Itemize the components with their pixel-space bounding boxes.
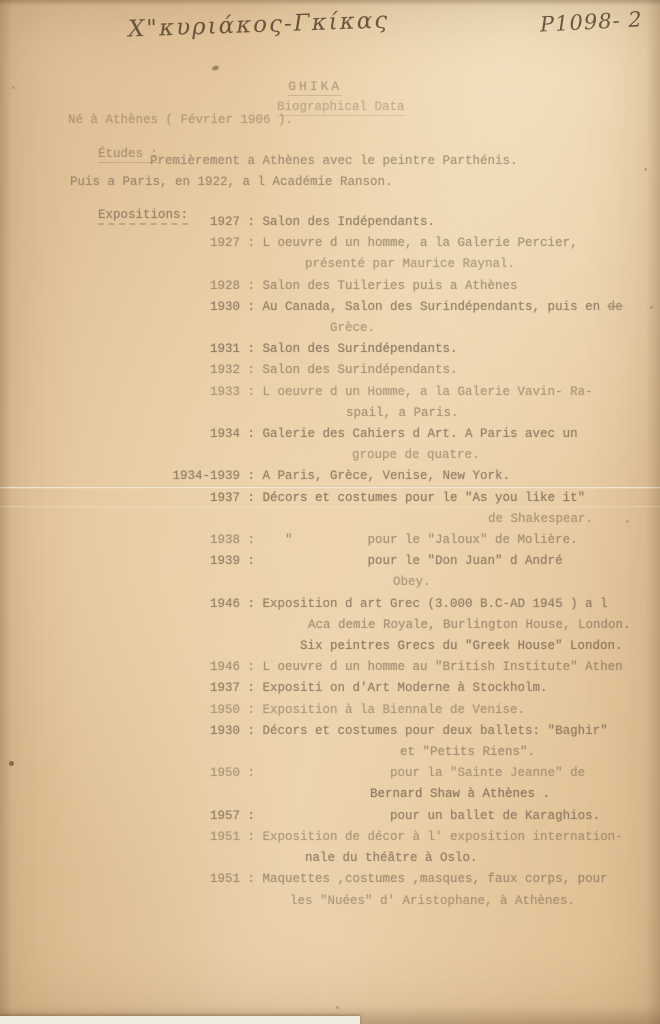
entry-text: Salon des Indépendants. <box>262 215 436 229</box>
entry-struck-text: de <box>607 299 623 314</box>
exhibition-entry <box>68 827 653 848</box>
entry-year: 1950 <box>209 766 240 781</box>
entry-colon: : <box>240 490 263 505</box>
entry-year: 1934-1939 <box>172 469 240 484</box>
entry-colon: : <box>240 702 263 717</box>
entry-year: 1951 <box>209 829 240 844</box>
entry-year: 1931 <box>209 342 240 357</box>
exhibition-entry <box>68 424 653 445</box>
exhibition-entry <box>68 360 653 381</box>
exhibition-entry <box>68 594 653 615</box>
entry-text: Expositi on d'Art Moderne à Stockholm. <box>262 681 548 696</box>
entry-colon: : <box>240 427 263 442</box>
entry-year: 1939 <box>209 554 240 569</box>
entry-colon: : <box>240 766 263 781</box>
document-title-text: GHIKA <box>288 79 343 94</box>
exhibition-entry <box>68 382 653 403</box>
entry-year: 1932 <box>209 363 240 378</box>
entry-year: 1930 <box>209 723 240 738</box>
entry-continuation-line: les "Nuées" d' Aristophane, à Athènes. <box>290 893 576 908</box>
entry-year: 1951 <box>209 872 240 887</box>
entry-continuation-line: spail, a Paris. <box>346 405 459 420</box>
entry-colon: : <box>240 363 263 378</box>
entry-year: 1938 <box>209 533 240 548</box>
entry-colon: : <box>240 215 263 229</box>
entry-year: 1927 <box>209 236 240 251</box>
entry-continuation-line: Six peintres Grecs du "Greek House" London. <box>300 639 623 654</box>
exhibitions-list <box>68 212 653 912</box>
exhibition-entry <box>68 869 653 890</box>
handwritten-reference-number: P1098- 2 <box>539 7 644 37</box>
entry-text: L oeuvre d un homme, a la Galerie Percier, <box>262 236 578 251</box>
entry-colon: : <box>240 236 263 251</box>
entry-text: pour un ballet de Karaghios. <box>262 808 601 823</box>
exhibition-entry <box>68 721 653 742</box>
entry-colon: : <box>240 533 263 548</box>
exhibition-entry <box>68 339 653 360</box>
paper-edge-top <box>0 0 660 6</box>
studies-line: Premièrement a Athènes avec le peintre Parthénis. <box>150 154 518 168</box>
entry-year: 1927 <box>209 215 240 229</box>
entry-year: 1930 <box>209 299 240 314</box>
entry-continuation-line: Obey. <box>393 575 431 590</box>
entry-text: L oeuvre d un Homme, a la Galerie Vavin- Ra- <box>262 384 593 399</box>
entry-text: Exposition à la Biennale de Venise. <box>262 702 526 717</box>
entry-continuation-line: Grèce. <box>330 321 376 336</box>
exhibition-entry <box>68 212 653 233</box>
birthplace-line: Né à Athènes ( Février 1906 ). <box>68 113 294 127</box>
backdrop-strip <box>0 1016 360 1024</box>
exhibition-entry <box>68 297 653 318</box>
entry-colon: : <box>240 278 263 293</box>
entry-text: Salon des Tuileries puis a Athènes <box>262 278 518 293</box>
entry-year: 1950 <box>209 702 240 717</box>
entry-colon: : <box>240 469 263 484</box>
entry-text: " pour le "Jaloux" de Molière. <box>262 533 578 548</box>
entry-colon: : <box>240 829 263 844</box>
exhibition-entry <box>68 763 653 784</box>
exhibition-entry <box>68 466 653 487</box>
exhibition-entry <box>68 657 653 678</box>
exhibition-entry <box>68 488 653 509</box>
entry-text: Salon des Surindépendants. <box>262 363 458 378</box>
studies-line: Puis a Paris, en 1922, a l Académie Ranson. <box>70 175 393 189</box>
entry-continuation-line: de Shakespear. <box>488 511 594 526</box>
entry-colon: : <box>240 596 263 611</box>
entry-year: 1957 <box>209 808 240 823</box>
entry-year: 1934 <box>209 427 240 442</box>
exhibition-entry <box>68 678 653 699</box>
entry-year: 1946 <box>209 660 240 675</box>
studies-label-text: Études : <box>98 147 159 161</box>
entry-text: Exposition de décor à l' exposition internation- <box>262 829 623 844</box>
entry-text: Décors et costumes pour le "As you like it" <box>262 490 586 505</box>
entry-year: 1933 <box>209 384 240 399</box>
studies-label <box>68 133 158 175</box>
entry-colon: : <box>240 872 263 887</box>
document-subtitle-text: Biographical Data <box>277 100 405 114</box>
entry-text: pour le "Don Juan" d André <box>262 554 563 569</box>
entry-colon: : <box>240 723 263 738</box>
pencil-mark <box>212 65 220 71</box>
entry-continuation-line: présenté par Maurice Raynal. <box>305 257 516 272</box>
entry-text: Galerie des Cahiers d Art. A Paris avec un <box>262 427 578 442</box>
exhibition-entry <box>68 276 653 297</box>
entry-year: 1946 <box>209 596 240 611</box>
entry-year: 1928 <box>209 278 240 293</box>
entry-text: Maquettes ,costumes ,masques, faux corps, pour <box>262 872 608 887</box>
entry-continuation-line: groupe de quatre. <box>352 448 480 463</box>
expositions-label-text: Expositions: <box>98 208 188 225</box>
entry-continuation-line: nale du théâtre à Oslo. <box>305 851 478 866</box>
entry-year: 1937 <box>209 681 240 696</box>
entry-colon: : <box>240 808 263 823</box>
entry-continuation-line: Aca demie Royale, Burlington House, London. <box>308 617 631 632</box>
entry-continuation-line: Bernard Shaw à Athènes . <box>370 787 551 802</box>
entry-text: Décors et costumes pour deux ballets: "Baghir" <box>262 723 608 738</box>
exhibition-entry <box>68 233 653 254</box>
entry-colon: : <box>240 384 263 399</box>
entry-colon: : <box>240 681 263 696</box>
entry-continuation-line: et "Petits Riens". <box>400 745 536 760</box>
entry-text: A Paris, Grèce, Venise, New York. <box>262 469 511 484</box>
exhibition-entry <box>68 700 653 721</box>
entry-text: Au Canada, Salon des Surindépendants, puis en <box>262 299 608 314</box>
entry-year: 1937 <box>209 490 240 505</box>
entry-text: Salon des Surindépendants. <box>262 342 458 357</box>
paper-edge-left <box>0 0 12 1024</box>
handwritten-artist-name: Χ"κυριάκος-Γκίκας <box>127 7 390 43</box>
exhibition-entry <box>68 530 653 551</box>
entry-colon: : <box>240 342 263 357</box>
entry-colon: : <box>240 554 263 569</box>
entry-text: pour la "Sainte Jeanne" de <box>262 766 586 781</box>
exhibition-entry <box>68 806 653 827</box>
entry-text: Exposition d art Grec (3.000 B.C-AD 1945 ) a l <box>262 596 608 611</box>
paper-stains <box>0 0 3 3</box>
exhibition-entry <box>68 551 653 572</box>
entry-colon: : <box>240 299 263 314</box>
entry-text: L oeuvre d un homme au "British Institute" Athen <box>262 660 623 675</box>
entry-colon: : <box>240 660 263 675</box>
